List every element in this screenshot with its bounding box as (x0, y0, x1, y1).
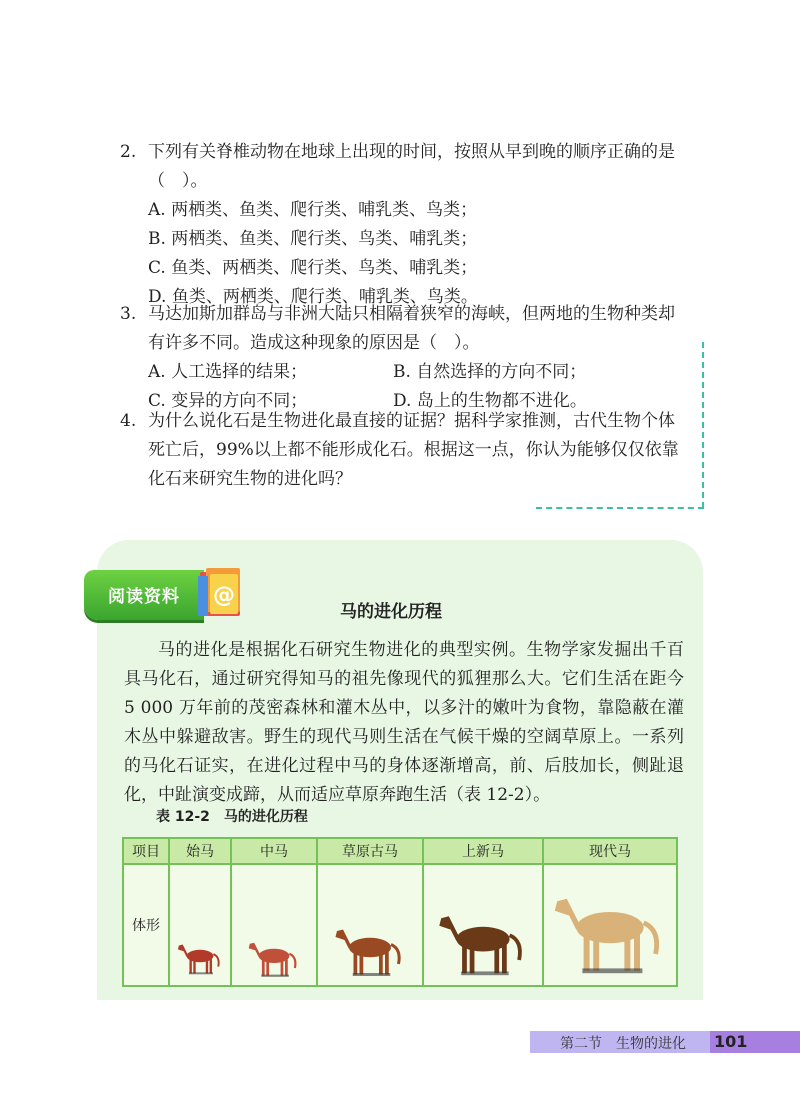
reading-tab-label: 阅读资料 (108, 587, 180, 607)
table-header: 草原古马 (317, 838, 423, 864)
footer-section-band (530, 1031, 710, 1053)
reading-paragraph: 马的进化是根据化石研究生物进化的典型实例。生物学家发掘出千百具马化石，通过研究得知马的祖先像现代的狐狸那么大。它们生活在距今 5 000 万年前的茂密森林和灌木丛中，以多汁的嫩叶为食物，靠隐蔽在灌木丛中躲避敌害。野生的现代马则生活在气候干燥的空阔草原上。一系列的马化石证实，在进化过程中马的身体逐渐增高，前、后肢加长，侧趾退化，中趾演变成蹄，从而适应草原奔跑生活（表 12-2）。 (124, 640, 684, 805)
question-text: 下列有关脊椎动物在地球上出现的时间，按照从早到晚的顺序正确的是（ ）。 (148, 142, 675, 191)
option-c: C. 变异的方向不同； (148, 391, 308, 411)
row-label: 体形 (123, 864, 169, 986)
horse-cell (423, 864, 543, 986)
question-4 (120, 407, 690, 494)
table-header: 中马 (231, 838, 317, 864)
question-number: 4. (120, 411, 137, 431)
reading-title: 马的进化历程 (340, 602, 442, 622)
reading-tab (84, 570, 204, 620)
table-header: 始马 (169, 838, 231, 864)
table-caption: 表 12-2 马的进化历程 (156, 809, 308, 825)
books-icon (196, 566, 244, 618)
question-text: 为什么说化石是生物进化最直接的证据？据科学家推测，古代生物个体死亡后，99%以上都不能形成化石。根据这一点，你认为能够仅仅依靠化石来研究生物的进化吗？ (148, 411, 679, 489)
question-2 (120, 138, 690, 312)
horse-evolution-table (122, 837, 678, 987)
question-3 (120, 300, 690, 416)
option-b: B. 两栖类、鱼类、爬行类、鸟类、哺乳类； (148, 229, 478, 249)
page-number: 101 (714, 1032, 748, 1051)
dashed-border-bottom (536, 507, 704, 509)
option-d: D. 岛上的生物都不进化。 (393, 391, 587, 411)
question-number: 2. (120, 142, 137, 162)
horse-cell (543, 864, 677, 986)
option-c: C. 鱼类、两栖类、爬行类、鸟类、哺乳类； (148, 258, 478, 278)
at-sign-icon: @ (213, 583, 235, 608)
table-header: 项目 (123, 838, 169, 864)
option-b: B. 自然选择的方向不同； (393, 362, 587, 382)
mesohippus-image (238, 935, 310, 979)
eohippus-image (176, 935, 224, 979)
table-header: 上新马 (423, 838, 543, 864)
question-text: 马达加斯加群岛与非洲大陆只相隔着狭窄的海峡，但两地的生物种类却有许多不同。造成这种现象的原因是（ ）。 (148, 304, 675, 353)
footer-page-box (710, 1031, 800, 1053)
table-header-row (123, 838, 677, 864)
merychippus-image (330, 919, 410, 979)
option-a: A. 两栖类、鱼类、爬行类、哺乳类、鸟类； (148, 200, 478, 220)
footer-section-title: 第二节 生物的进化 (560, 1036, 686, 1052)
question-number: 3. (120, 304, 137, 324)
horse-cell (169, 864, 231, 986)
horse-cell (317, 864, 423, 986)
horse-cell (231, 864, 317, 986)
option-d: D. 鱼类、两栖类、爬行类、哺乳类、鸟类。 (148, 287, 478, 307)
option-a: A. 人工选择的结果； (148, 362, 308, 382)
table-header: 现代马 (543, 838, 677, 864)
options-row-1 (148, 358, 690, 387)
pliohippus-image (429, 903, 537, 979)
dashed-border-right (702, 342, 704, 508)
modern-horse-image (550, 881, 670, 979)
table-row (123, 864, 677, 986)
